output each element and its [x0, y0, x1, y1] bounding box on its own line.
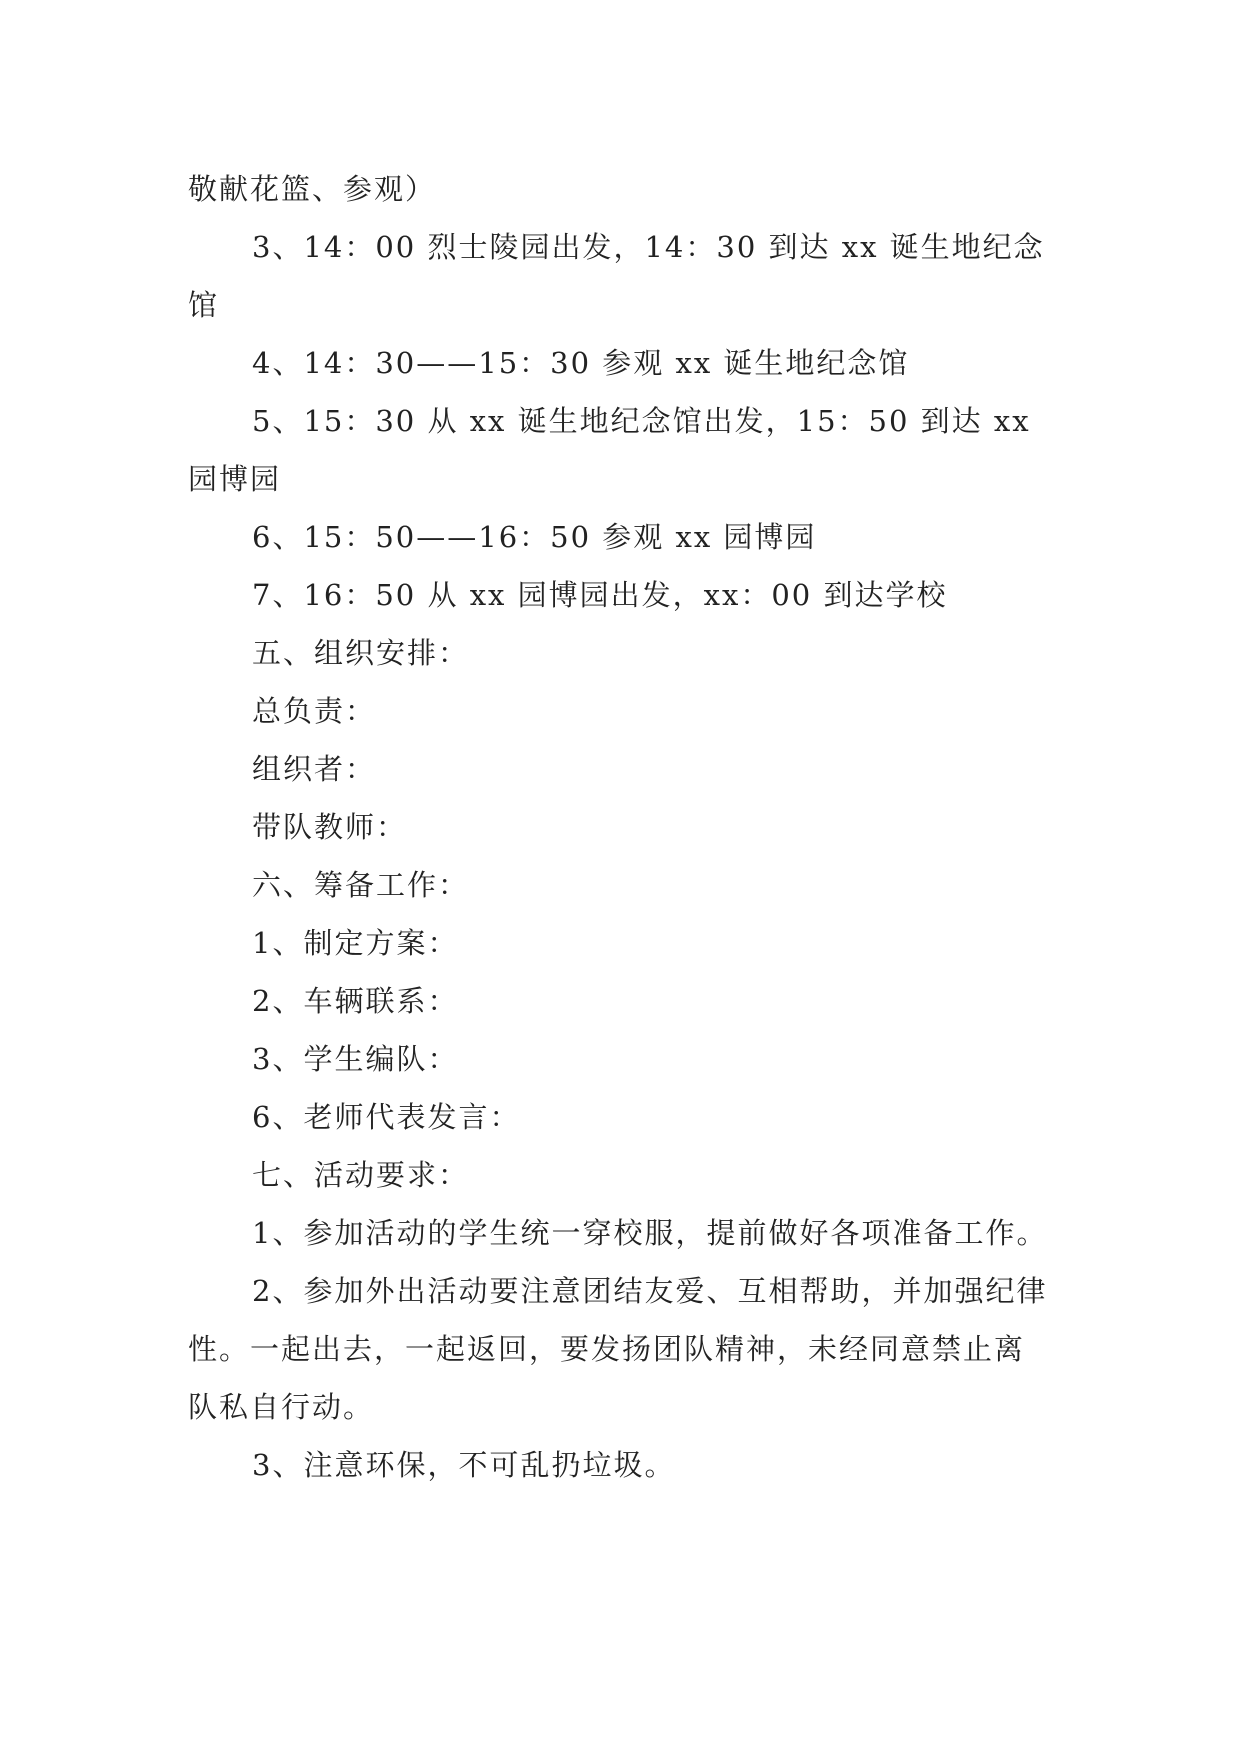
paragraph-12: 2、车辆联系： — [252, 984, 459, 1018]
section-heading-organization: 五、组织安排： — [252, 636, 470, 670]
paragraph-16: 1、参加活动的学生统一穿校服，提前做好各项准备工作。 — [252, 1216, 1048, 1250]
paragraph-5: 7、16：50 从 xx 园博园出发，xx：00 到达学校 — [252, 578, 948, 612]
paragraph-2: 4、14：30——15：30 参观 xx 诞生地纪念馆 — [252, 346, 910, 380]
section-heading-requirements: 七、活动要求： — [252, 1158, 470, 1192]
section-heading-preparation: 六、筹备工作： — [252, 868, 470, 902]
paragraph-9: 带队教师： — [252, 810, 408, 844]
paragraph-0: 敬献花篮、参观） — [188, 172, 437, 206]
paragraph-1: 3、14：00 烈士陵园出发，14：30 到达 xx 诞生地纪念馆 — [188, 230, 1045, 322]
paragraph-13: 3、学生编队： — [252, 1042, 459, 1076]
paragraph-7: 总负责： — [252, 694, 377, 728]
paragraph-8: 组织者： — [252, 752, 377, 786]
paragraph-11: 1、制定方案： — [252, 926, 459, 960]
document-body — [188, 160, 1048, 1494]
paragraph-17: 2、参加外出活动要注意团结友爱、互相帮助，并加强纪律性。一起出去，一起返回，要发扬团队精神，未经同意禁止离队私自行动。 — [188, 1274, 1048, 1424]
paragraph-18: 3、注意环保，不可乱扔垃圾。 — [252, 1448, 676, 1482]
paragraph-3: 5、15：30 从 xx 诞生地纪念馆出发，15：50 到达 xx 园博园 — [188, 404, 1031, 496]
paragraph-4: 6、15：50——16：50 参观 xx 园博园 — [252, 520, 817, 554]
paragraph-14: 6、老师代表发言： — [252, 1100, 521, 1134]
